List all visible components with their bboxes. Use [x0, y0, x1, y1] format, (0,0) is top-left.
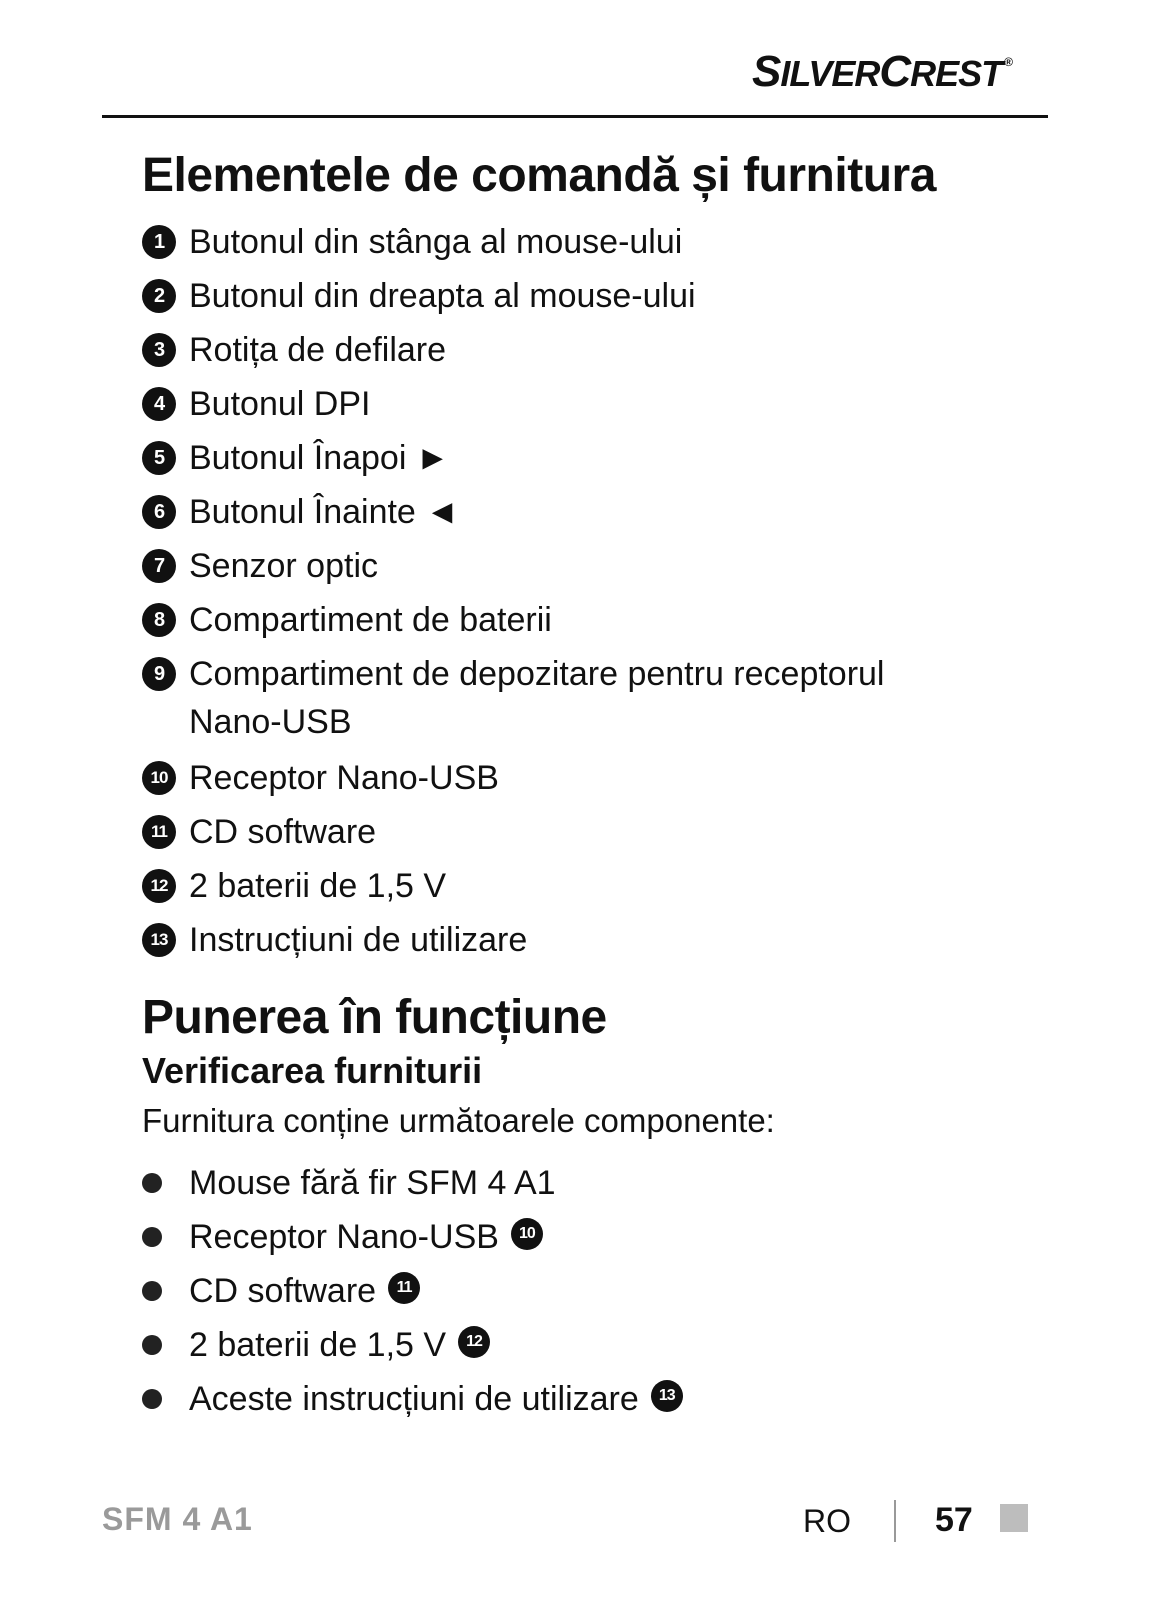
list-item [142, 758, 1042, 812]
number-badge: 1 [142, 225, 176, 259]
list-item [142, 222, 1042, 276]
footer-language: RO [803, 1503, 851, 1539]
number-badge: 13 [142, 923, 176, 957]
intro-text: Furnitura conține următoarele componente: [142, 1102, 775, 1139]
bullet-icon [142, 1173, 162, 1193]
logo-text: S [751, 47, 781, 96]
list-item [142, 920, 1042, 974]
parts-list [142, 222, 1042, 974]
list-item-label: Rotița de defilare [189, 331, 447, 369]
list-item-label: Instrucțiuni de utilizare [189, 921, 528, 959]
list-item [142, 1210, 1042, 1264]
reference-badge: 11 [388, 1272, 420, 1304]
list-item [142, 654, 1042, 758]
list-item-label: Mouse fără fir SFM 4 A1 [189, 1164, 556, 1202]
number-badge: 3 [142, 333, 176, 367]
number-badge: 11 [142, 815, 176, 849]
bullet-icon [142, 1227, 162, 1247]
list-item-label: Butonul Înapoi ► [189, 439, 450, 477]
logo-text: C [879, 47, 911, 96]
footer-model: SFM 4 A1 [102, 1501, 253, 1537]
list-item-label: CD software [189, 813, 377, 851]
number-badge: 5 [142, 441, 176, 475]
list-item [142, 384, 1042, 438]
bullet-icon [142, 1281, 162, 1301]
list-item [142, 1318, 1042, 1372]
list-item [142, 812, 1042, 866]
logo-text: ILVER [780, 53, 880, 94]
list-item-label: Butonul din dreapta al mouse-ului [189, 277, 696, 315]
list-item [142, 1156, 1042, 1210]
number-badge: 4 [142, 387, 176, 421]
footer-divider [894, 1500, 896, 1542]
list-item-label: Compartiment de depozitare pentru receptorul Nano-USB [189, 655, 885, 741]
list-item-label: Senzor optic [189, 547, 378, 585]
number-badge: 2 [142, 279, 176, 313]
number-badge: 7 [142, 549, 176, 583]
list-item-label: Butonul din stânga al mouse-ului [189, 223, 683, 261]
section-title-startup: Punerea în funcțiune [142, 991, 607, 1044]
list-item [142, 1264, 1042, 1318]
list-item-label: Compartiment de baterii [189, 601, 552, 639]
list-item [142, 866, 1042, 920]
number-badge: 9 [142, 657, 176, 691]
list-item-label: 2 baterii de 1,5 V [189, 867, 447, 905]
list-item-label: Receptor Nano-USB [189, 1218, 499, 1256]
list-item [142, 600, 1042, 654]
registered-mark: ® [1004, 55, 1012, 69]
number-badge: 10 [142, 761, 176, 795]
list-item-label: Aceste instrucțiuni de utilizare [189, 1380, 639, 1418]
reference-badge: 13 [651, 1380, 683, 1412]
list-item-label: Butonul DPI [189, 385, 371, 423]
bullet-icon [142, 1335, 162, 1355]
list-item-label: 2 baterii de 1,5 V [189, 1326, 447, 1364]
number-badge: 12 [142, 869, 176, 903]
list-item [142, 1372, 1042, 1426]
reference-badge: 10 [511, 1218, 543, 1250]
subsection-title: Verificarea furniturii [142, 1050, 483, 1091]
number-badge: 6 [142, 495, 176, 529]
header-divider [102, 115, 1048, 118]
number-badge: 8 [142, 603, 176, 637]
reference-badge: 12 [458, 1326, 490, 1358]
silvercrest-logo [751, 47, 1012, 96]
list-item-label: CD software [189, 1272, 377, 1310]
bullet-icon [142, 1389, 162, 1409]
list-item [142, 546, 1042, 600]
page-marker-square [1000, 1504, 1028, 1532]
list-item [142, 438, 1042, 492]
page-number: 57 [935, 1501, 973, 1539]
contents-list [142, 1156, 1042, 1426]
list-item [142, 276, 1042, 330]
section-title-controls: Elementele de comandă și furnitura [142, 149, 936, 202]
list-item [142, 492, 1042, 546]
list-item-label: Butonul Înainte ◄ [189, 493, 459, 531]
list-item [142, 330, 1042, 384]
list-item-label: Receptor Nano-USB [189, 759, 499, 797]
logo-text: REST [910, 53, 1003, 94]
